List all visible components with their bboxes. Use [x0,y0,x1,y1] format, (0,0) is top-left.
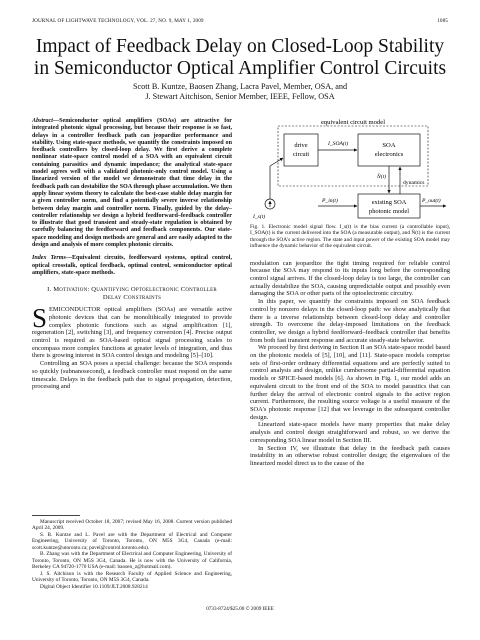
equivalent-circuit-label: equivalent circuit model [320,119,386,126]
index-terms-text: —Equivalent circuits, feedforward systems, optical control, optical crosstalk, optical feedback, optimal control, semiconductor optical amplifiers, state-space methods. [32,255,232,276]
p-out-label: P_out(t) [422,198,441,204]
footnote-kuntze-pavel: S. B. Kuntze and L. Pavel are with the Department of Electrical and Computer Engineering, University of Toronto, Toronto, ON M5S 3G4, Canada (e-mail: scott.kuntze@utoronto.ca; pavel@control.toronto.edu). [32,532,232,551]
section-number: I. [47,286,52,294]
authors-line-1: Scott B. Kuntze, Baosen Zhang, Lacra Pavel, Member, OSA, and [132,82,348,91]
index-terms [32,255,232,277]
soa-electronics-line-2: electronics [374,151,404,158]
journal-name: JOURNAL OF LIGHTWAVE TECHNOLOGY, VOL. 27, NO. 9, MAY 1, 2009 [32,18,204,24]
intro-paragraph-1 [32,303,232,360]
drive-circuit-line-1: drive [294,142,308,149]
footnote-rule [32,515,80,516]
i-soa-label: I_SOA(t) [328,141,349,147]
figure-1 [250,118,450,258]
footnote-doi: Digital Object Identifier 10.1109/JLT.2008.928214 [40,583,148,590]
n-t-label: N̄(t) [377,174,387,180]
drive-circuit-line-2: circuit [292,151,310,158]
author-list [40,82,440,102]
p-in-label: P_in(t) [322,198,338,204]
index-terms-lead: Index Terms [32,255,66,262]
abstract-text: —Semiconductor optical amplifiers (SOAs) are attractive for integrated photonic signal processing, but because their response is so fast, delays in a controller feedback path can jeopardize performance and stability. Using state-space methods, we quantify the constraints imposed on feedback controllers by closed-loop delay. We first derive a complete nonlinear state-space control model of a SOA with an equivalent circuit containing parasitics and dynamic impedance; the analytical state-space model agrees well with a validated photonic-only control model. Using a linearized version of the model we demonstrate that time delay in the feedback path can destabilize the SOA through phase accumulation. We then apply linear system theory to calculate the best-case stable delay margin for a given controller norm, and find a potentially severe inverse relationship between delay margin and controller norm. Finally, guided by the delay–controller relationship we design a hybrid feedforward–feedback controller to illustrate that good transient and steady-state regulation is obtained by carefully balancing the feedforward and feedback components. Our state-space modeling and design methods are general and are easily adapted to the design and analysis of more complex photonic circuits. [32,118,232,249]
right-paragraph-3: We proceed by first deriving in Section II an SOA state-space model based on the photonic models of [5], [10], and [11]. State-space models comprise sets of first-order ordinary differential equations and are perfectly suited to control analysis and design, unlike cumbersome partial-differential equation models or SPICE-based models [6]. As shown in Fig. 1, our model adds an equivalent circuit to the front end of the SOA to model parasitics that can further delay the arrival of electronic control signals to the active region current. Furthermore, the resulting source voltage is a useful measure of the SOA's photonic response [12] that we leverage in the subsequent controller design. [250,344,450,421]
footnotes [32,515,232,591]
drop-cap: S [32,303,48,334]
copyright-line: 0733-8724/$25.00 © 2009 IEEE [206,606,274,612]
section-heading [32,286,232,302]
section-title-line-2: Delay Constraints [102,294,162,302]
right-body-text [250,260,450,468]
right-paragraph-1: modulation can jeopardize the tight timing required for reliable control because the SOA may respond to its inputs long before the corresponding control signal arrives. If the closed-loop delay is too large, the controller can actually destabilize the SOA, causing unpredictable output and possibly even damaging the SOA or other parts of the optoelectronic circuitry. [250,259,450,298]
right-paragraph-4: Linearized state-space models have many properties that make delay analysis and control design straightforward and robust, so we derive the corresponding SOA linear model in Section III. [250,421,450,444]
drive-circuit-box [284,134,318,166]
title-line-2: in Semiconductor Optical Amplifier Control Circuits [33,58,447,79]
dynamics-label: dynamics [403,180,425,186]
footnote-zhang: B. Zhang was with the Department of Electrical and Computer Engineering, University of Toronto, Toronto, ON M5S 3G4, Canada. He is now with the University of California, Berkeley CA 94720-1770 USA (e-mail: baosen_z@hotmail.com). [32,551,232,571]
soa-electronics-line-1: SOA [382,142,396,149]
right-column [250,118,450,468]
title-line-1: Impact of Feedback Delay on Closed-Loop Stability [35,36,445,57]
running-head [32,18,448,24]
photonic-model-line-2: photonic model [369,208,409,215]
page-number: 1085 [437,18,448,24]
soa-electronics-box [358,134,420,166]
caption-text: Electronic model signal flow. I_s(t) is the bias current (a controllable input), I_SOA(t) is the current delivered into the SOA (a measurable output), and N̄(t) is the current through the SOA's active region. The state and input power of the existing SOA model may influence the dynamic behavior of the equivalent circuit. [250,224,450,250]
photonic-model-line-1: existing SOA [371,199,407,206]
caption-label: Fig. 1. [250,224,266,230]
abstract [32,118,232,249]
intro-paragraph-1-text: EMICONDUCTOR optical amplifiers (SOAs) are versatile active photonic devices that can be monolithically integrated to provide complex photonic functions such as signal amplification [1], regeneration [2], switching [3], and frequency conversion [4]. Precise output control is required as SOA-based optical signal processing scales to encompass more complex functions at greater levels of integration, and thus there is growing interest in SOA control design and modeling [5]–[10]. [32,306,232,360]
intro-paragraph-2: Controlling an SOA poses a special challenge: because the SOA responds so quickly (subnanosecond), a feedback controller must respond on the same timescale. Delays in the feedback path due to signal propagation, detection, processing and [32,360,232,391]
footnote-aitchison: J. S. Aitchison is with the Research Faculty of Applied Science and Engineering, University of Toronto, Toronto, ON M5S 3G4, Canada. [32,570,232,584]
footnote-received: Manuscript received October 18, 2007; revised May 16, 2008. Current version published April 24, 2009. [32,519,232,532]
signal-flow-diagram [250,118,450,258]
right-paragraph-2: In this paper, we quantify the constraints imposed on SOA feedback control by nonzero delays in the closed-loop path: we show analytically that there is a inverse relationship between closed-loop delay and controller strength. To overcome the delay-imposed limitations on the feedback controller, we design a hybrid feedforward–feedback controller that benefits from both fast transient response and accurate steady-state behavior. [250,298,450,344]
left-column [32,118,232,391]
section-title-line-1: Motivation: Quantifying Optoelectronic Controller [53,286,217,294]
paper-title [28,36,452,80]
authors-line-2: J. Stewart Aitchison, Senior Member, IEEE, Fellow, OSA [145,92,335,101]
right-paragraph-5: In Section IV, we illustrate that delay in the feedback path causes instability in an otherwise robust controller design; the eigenvalues of the linearized model direct us to the cause of the [250,444,450,467]
i-s-label: I_s(t) [253,214,266,220]
abstract-lead: Abstract [32,118,53,124]
